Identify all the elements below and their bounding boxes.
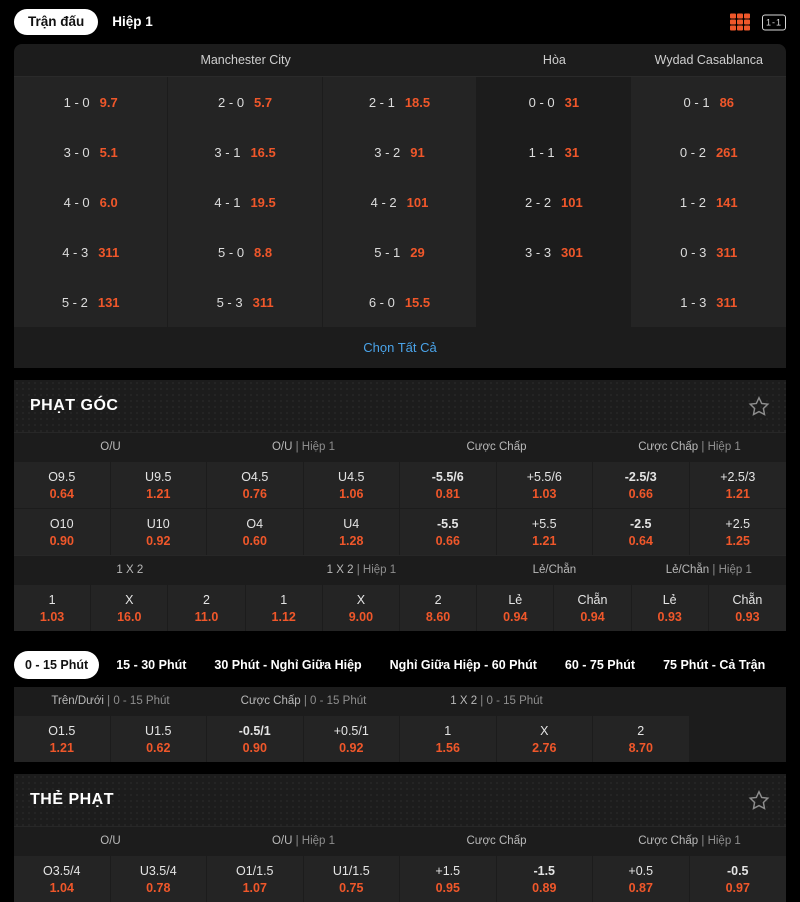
chip-30-ht[interactable]: 30 Phút - Nghỉ Giữa Hiệp [214, 658, 362, 672]
corners-row-3 [14, 584, 786, 631]
odd-cell[interactable]: -2.5/3 0.66 [593, 461, 690, 508]
odd-cell[interactable]: 2 11.0 [168, 584, 245, 631]
time-filter-chips [0, 643, 800, 687]
cs-odds: 131 [97, 294, 120, 310]
corners-card [14, 380, 786, 631]
cs-cell[interactable] [632, 177, 786, 227]
odd-cell[interactable]: O1/1.5 1.07 [207, 855, 304, 902]
cs-cell[interactable] [14, 127, 168, 177]
cs-score: 1 - 1 [528, 144, 555, 160]
one-one-icon[interactable]: 1-1 [762, 14, 786, 30]
odd-cell[interactable]: U10 0.92 [111, 508, 208, 555]
odd-cell[interactable]: U4.5 1.06 [304, 461, 401, 508]
cs-score: 3 - 0 [63, 144, 90, 160]
label-handicap: Cược Chấp [466, 441, 527, 453]
odd-cell[interactable]: O10 0.90 [14, 508, 111, 555]
cards-header [14, 774, 786, 826]
label-ou: O/U [100, 441, 121, 453]
corners-header [14, 380, 786, 432]
odd-cell[interactable]: U4 1.28 [304, 508, 401, 555]
label-oddeven: Lẻ/Chẵn [532, 564, 577, 576]
odd-cell[interactable]: +5.5 1.21 [497, 508, 594, 555]
cs-odds: 311 [716, 244, 738, 260]
odd-cell[interactable]: 2 8.70 [593, 715, 690, 762]
cs-cell[interactable] [168, 177, 322, 227]
cs-cell[interactable] [168, 127, 322, 177]
odd-cell[interactable]: X 9.00 [323, 584, 400, 631]
odd-cell[interactable]: U1/1.5 0.75 [304, 855, 401, 902]
cs-header-away: Wydad Casablanca [654, 53, 763, 67]
cs-score: 3 - 3 [525, 244, 552, 260]
cs-score: 4 - 0 [63, 194, 90, 210]
label-ou: O/U [100, 835, 121, 847]
cs-odds: 311 [252, 294, 274, 310]
corners-row-1 [14, 461, 786, 508]
cs-odds: 91 [410, 144, 425, 160]
cs-odds: 141 [715, 194, 738, 210]
section-title: PHẠT GÓC [30, 397, 119, 414]
label-empty [593, 687, 786, 715]
correct-score-card [14, 44, 786, 368]
cs-cell[interactable] [477, 127, 631, 177]
cs-score: 6 - 0 [368, 294, 395, 310]
cs-cell[interactable] [168, 277, 322, 327]
cs-score: 5 - 3 [216, 294, 243, 310]
odd-cell[interactable]: O4 0.60 [207, 508, 304, 555]
odd-cell[interactable]: +1.5 0.95 [400, 855, 497, 902]
odd-cell[interactable]: -2.5 0.64 [593, 508, 690, 555]
chip-0-15[interactable]: 0 - 15 Phút [14, 651, 99, 679]
cs-score: 0 - 2 [679, 144, 706, 160]
cs-odds: 18.5 [404, 94, 431, 110]
odd-cell[interactable]: O9.5 0.64 [14, 461, 111, 508]
odd-cell[interactable]: +2.5/3 1.21 [690, 461, 787, 508]
label-handicap: Cược Chấp | 0 - 15 Phút [240, 695, 367, 707]
chip-15-30[interactable]: 15 - 30 Phút [116, 658, 187, 672]
cs-cell[interactable] [14, 77, 168, 127]
time-market-labels [14, 687, 786, 715]
cs-header-home: Manchester City [200, 53, 291, 67]
correct-score-headers [14, 44, 786, 77]
cs-score: 1 - 3 [680, 294, 707, 310]
cs-cell[interactable] [168, 77, 322, 127]
cs-cell[interactable] [632, 227, 786, 277]
cs-score: 3 - 2 [374, 144, 401, 160]
cs-score: 0 - 0 [528, 94, 555, 110]
odd-cell[interactable]: O1.5 1.21 [14, 715, 111, 762]
cards-labels [14, 826, 786, 855]
cs-cell[interactable] [323, 127, 477, 177]
odd-cell[interactable]: Chẵn 0.93 [709, 584, 786, 631]
odd-cell[interactable]: 1 1.12 [246, 584, 323, 631]
cs-odds: 31 [564, 144, 580, 160]
grid-icon[interactable] [730, 14, 750, 31]
cs-odds: 311 [716, 294, 738, 310]
topbar-icons [730, 14, 786, 31]
cs-odds: 101 [406, 194, 429, 210]
odd-cell[interactable]: X 16.0 [91, 584, 168, 631]
odd-cell[interactable]: +0.5 0.87 [593, 855, 690, 902]
cs-cell[interactable] [14, 277, 168, 327]
cs-odds: 29 [410, 244, 425, 260]
odd-cell[interactable]: O4.5 0.76 [207, 461, 304, 508]
cs-cell[interactable] [323, 227, 477, 277]
cs-cell[interactable] [632, 77, 786, 127]
odd-cell[interactable]: 1 1.56 [400, 715, 497, 762]
time-market-card [14, 687, 786, 762]
cs-odds: 86 [719, 94, 735, 110]
label-1x2: 1 X 2 [116, 564, 144, 576]
corners-labels-row2 [14, 555, 786, 584]
odd-cell[interactable]: U9.5 1.21 [111, 461, 208, 508]
odd-cell[interactable]: Lẻ 0.94 [477, 584, 554, 631]
cs-score: 5 - 0 [218, 244, 245, 260]
cs-cell[interactable] [632, 127, 786, 177]
odd-cell[interactable]: -5.5 0.66 [400, 508, 497, 555]
chip-75-ft[interactable]: 75 Phút - Cả Trận [663, 658, 766, 672]
tab-tran-dau[interactable]: Trận đấu [14, 9, 98, 35]
cs-odds: 5.7 [254, 94, 273, 110]
star-icon[interactable] [748, 395, 770, 417]
cs-score: 2 - 0 [218, 94, 245, 110]
label-1x2: 1 X 2 | 0 - 15 Phút [450, 695, 543, 707]
label-over-under: Trên/Dưới | 0 - 15 Phút [51, 695, 170, 707]
odd-cell[interactable]: O3.5/4 1.04 [14, 855, 111, 902]
cs-away-column [632, 77, 786, 327]
cs-odds: 261 [715, 144, 738, 160]
odd-cell[interactable]: -0.5 0.97 [690, 855, 787, 902]
odd-cell-empty [690, 715, 787, 762]
cs-score: 1 - 0 [63, 94, 90, 110]
cs-draw-column [477, 77, 631, 327]
cs-score: 4 - 2 [370, 194, 397, 210]
select-all-button[interactable]: Chọn Tất Cả [14, 327, 786, 368]
cs-odds: 19.5 [250, 194, 276, 210]
cs-odds: 101 [561, 194, 583, 210]
odd-cell[interactable]: Lẻ 0.93 [632, 584, 709, 631]
cs-odds: 8.8 [254, 244, 273, 260]
label-oddeven-h1: Lẻ/Chẵn | Hiệp 1 [665, 564, 752, 576]
cs-odds: 311 [98, 244, 120, 260]
cs-cell[interactable] [477, 227, 631, 277]
cs-cell[interactable] [14, 227, 168, 277]
cs-cell[interactable] [168, 227, 322, 277]
cs-home-column [14, 77, 477, 327]
odd-cell[interactable]: +2.5 1.25 [690, 508, 787, 555]
cs-score: 4 - 3 [62, 244, 89, 260]
cs-odds: 9.7 [99, 94, 118, 110]
odd-cell[interactable]: Chẵn 0.94 [554, 584, 631, 631]
cs-cell[interactable] [323, 77, 477, 127]
cs-odds: 5.1 [99, 144, 118, 160]
cs-cell[interactable] [477, 177, 631, 227]
cs-cell[interactable] [323, 277, 477, 327]
chip-60-75[interactable]: 60 - 75 Phút [564, 658, 636, 672]
odd-cell[interactable]: 2 8.60 [400, 584, 477, 631]
cs-header-draw: Hòa [542, 53, 566, 67]
label-1x2-h1: 1 X 2 | Hiệp 1 [326, 564, 397, 576]
odd-cell[interactable]: +5.5/6 1.03 [497, 461, 594, 508]
cs-score: 2 - 1 [368, 94, 395, 110]
corners-labels-row1 [14, 432, 786, 461]
cs-score: 3 - 1 [214, 144, 241, 160]
cs-cell[interactable] [477, 77, 631, 127]
cs-score: 2 - 2 [525, 194, 552, 210]
odd-cell[interactable]: -5.5/6 0.81 [400, 461, 497, 508]
time-market-row [14, 715, 786, 762]
odd-cell[interactable]: +0.5/1 0.92 [304, 715, 401, 762]
label-handicap-h1: Cược Chấp | Hiệp 1 [638, 835, 741, 847]
correct-score-body [14, 77, 786, 327]
tab-hiep-1[interactable]: Hiệp 1 [112, 14, 153, 30]
cs-cell[interactable] [632, 277, 786, 327]
cs-score: 4 - 1 [214, 194, 241, 210]
cs-score: 1 - 2 [679, 194, 706, 210]
chip-ht-60[interactable]: Nghỉ Giữa Hiệp - 60 Phút [389, 658, 537, 672]
odd-cell[interactable]: 1 1.03 [14, 584, 91, 631]
star-icon[interactable] [748, 789, 770, 811]
cs-score: 0 - 3 [680, 244, 707, 260]
label-ou-h1: O/U | Hiệp 1 [271, 835, 336, 847]
cs-odds: 31 [564, 94, 580, 110]
cards-card [14, 774, 786, 902]
cs-score: 5 - 1 [374, 244, 401, 260]
cs-score: 5 - 2 [61, 294, 88, 310]
section-title: THẺ PHẠT [30, 791, 114, 808]
label-handicap: Cược Chấp [466, 835, 527, 847]
odd-cell[interactable]: -1.5 0.89 [497, 855, 594, 902]
cs-odds: 16.5 [250, 144, 276, 160]
odd-cell[interactable]: U1.5 0.62 [111, 715, 208, 762]
cs-cell[interactable] [323, 177, 477, 227]
corners-row-2 [14, 508, 786, 555]
cs-odds: 6.0 [99, 194, 118, 210]
label-ou-h1: O/U | Hiệp 1 [271, 441, 336, 453]
top-tab-bar [0, 0, 800, 44]
cs-odds: 301 [561, 244, 583, 260]
cs-score: 0 - 1 [683, 94, 710, 110]
odd-cell[interactable]: U3.5/4 0.78 [111, 855, 208, 902]
cs-cell-empty [477, 277, 631, 327]
cs-odds: 15.5 [404, 294, 431, 310]
label-handicap-h1: Cược Chấp | Hiệp 1 [638, 441, 741, 453]
cards-row [14, 855, 786, 902]
odd-cell[interactable]: X 2.76 [497, 715, 594, 762]
odd-cell[interactable]: -0.5/1 0.90 [207, 715, 304, 762]
cs-cell[interactable] [14, 177, 168, 227]
